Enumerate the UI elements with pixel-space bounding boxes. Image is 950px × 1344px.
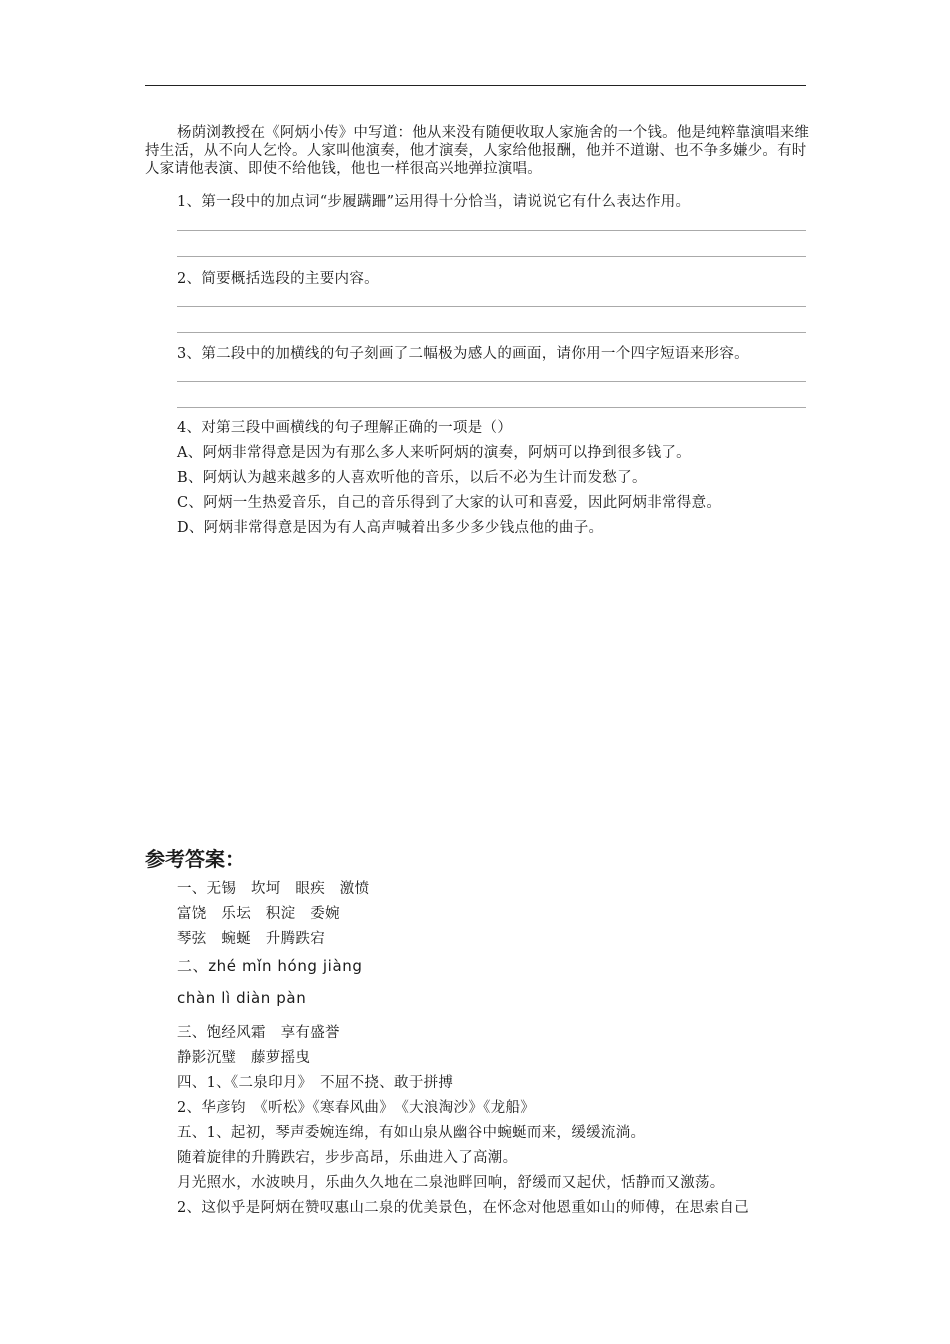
answer-item: 富饶 乐坛 积淀 委婉 [177,906,340,922]
answer-item: 五、1、起初，琴声委婉连绵，有如山泉从幽谷中蜿蜒而来，缓缓流淌。 [177,1125,646,1141]
question-4: 4、对第三段中画横线的句子理解正确的一项是（） [177,420,513,436]
answer-item: 四、1、《二泉印月》 不屈不挠、敢于拼搏 [177,1075,454,1091]
answer-item: 静影沉璧 藤萝摇曳 [177,1050,311,1066]
answer-item: 2、华彦钧 《听松》《寒春风曲》 《大浪淘沙》《龙船》 [177,1100,536,1116]
answer-item: 月光照水，水波映月，乐曲久久地在二泉池畔回响，舒缓而又起伏，恬静而又激荡。 [177,1175,725,1191]
question-2: 2、简要概括选段的主要内容。 [177,271,379,287]
option-c: C、阿炳一生热爱音乐，自己的音乐得到了大家的认可和喜爱，因此阿炳非常得意。 [177,495,722,511]
answer-line [177,256,806,257]
answer-line [177,306,806,307]
answer-item-pinyin: 二、zhé mǐn hóng jiàng [177,957,363,975]
option-a: A、阿炳非常得意是因为有那么多人来听阿炳的演奏，阿炳可以挣到很多钱了。 [177,445,691,461]
option-d: D、阿炳非常得意是因为有人高声喊着出多少多少钱点他的曲子。 [177,520,604,536]
answer-line [177,381,806,382]
answer-line [177,332,806,333]
answer-item: 随着旋律的升腾跌宕，步步高昂，乐曲进入了高潮。 [177,1150,518,1166]
answer-line [177,230,806,231]
answer-item: 2、这似乎是阿炳在赞叹惠山二泉的优美景色，在怀念对他恩重如山的师傅，在思索自己 [177,1200,749,1216]
answers-heading: 参考答案： [145,847,245,871]
header-rule [145,85,806,86]
answer-item: 三、饱经风霜 享有盛誉 [177,1025,340,1041]
question-3: 3、第二段中的加横线的句子刻画了二幅极为感人的画面，请你用一个四字短语来形容。 [177,346,749,362]
answer-item: 琴弦 蜿蜒 升腾跌宕 [177,931,325,947]
answer-item-pinyin: chàn lì diàn pàn [177,989,307,1007]
option-b: B、阿炳认为越来越多的人喜欢听他的音乐，以后不必为生计而发愁了。 [177,470,647,486]
answer-line [177,407,806,408]
intro-paragraph: 杨荫浏教授在《阿炳小传》中写道：他从来没有随便收取人家施舍的一个钱。他是纯粹靠演唱来维持生活，从不向人乞怜。人家叫他演奏，他才演奏，人家给他报酬，他并不道谢、也不争多嫌少。有时人家请他表演、即使不给他钱，他也一样很高兴地弹拉演唱。 [145,125,810,177]
question-1: 1、第一段中的加点词“步履蹒跚”运用得十分恰当，请说说它有什么表达作用。 [177,194,691,210]
answer-item: 一、无锡 坎坷 眼疾 激愤 [177,881,370,897]
